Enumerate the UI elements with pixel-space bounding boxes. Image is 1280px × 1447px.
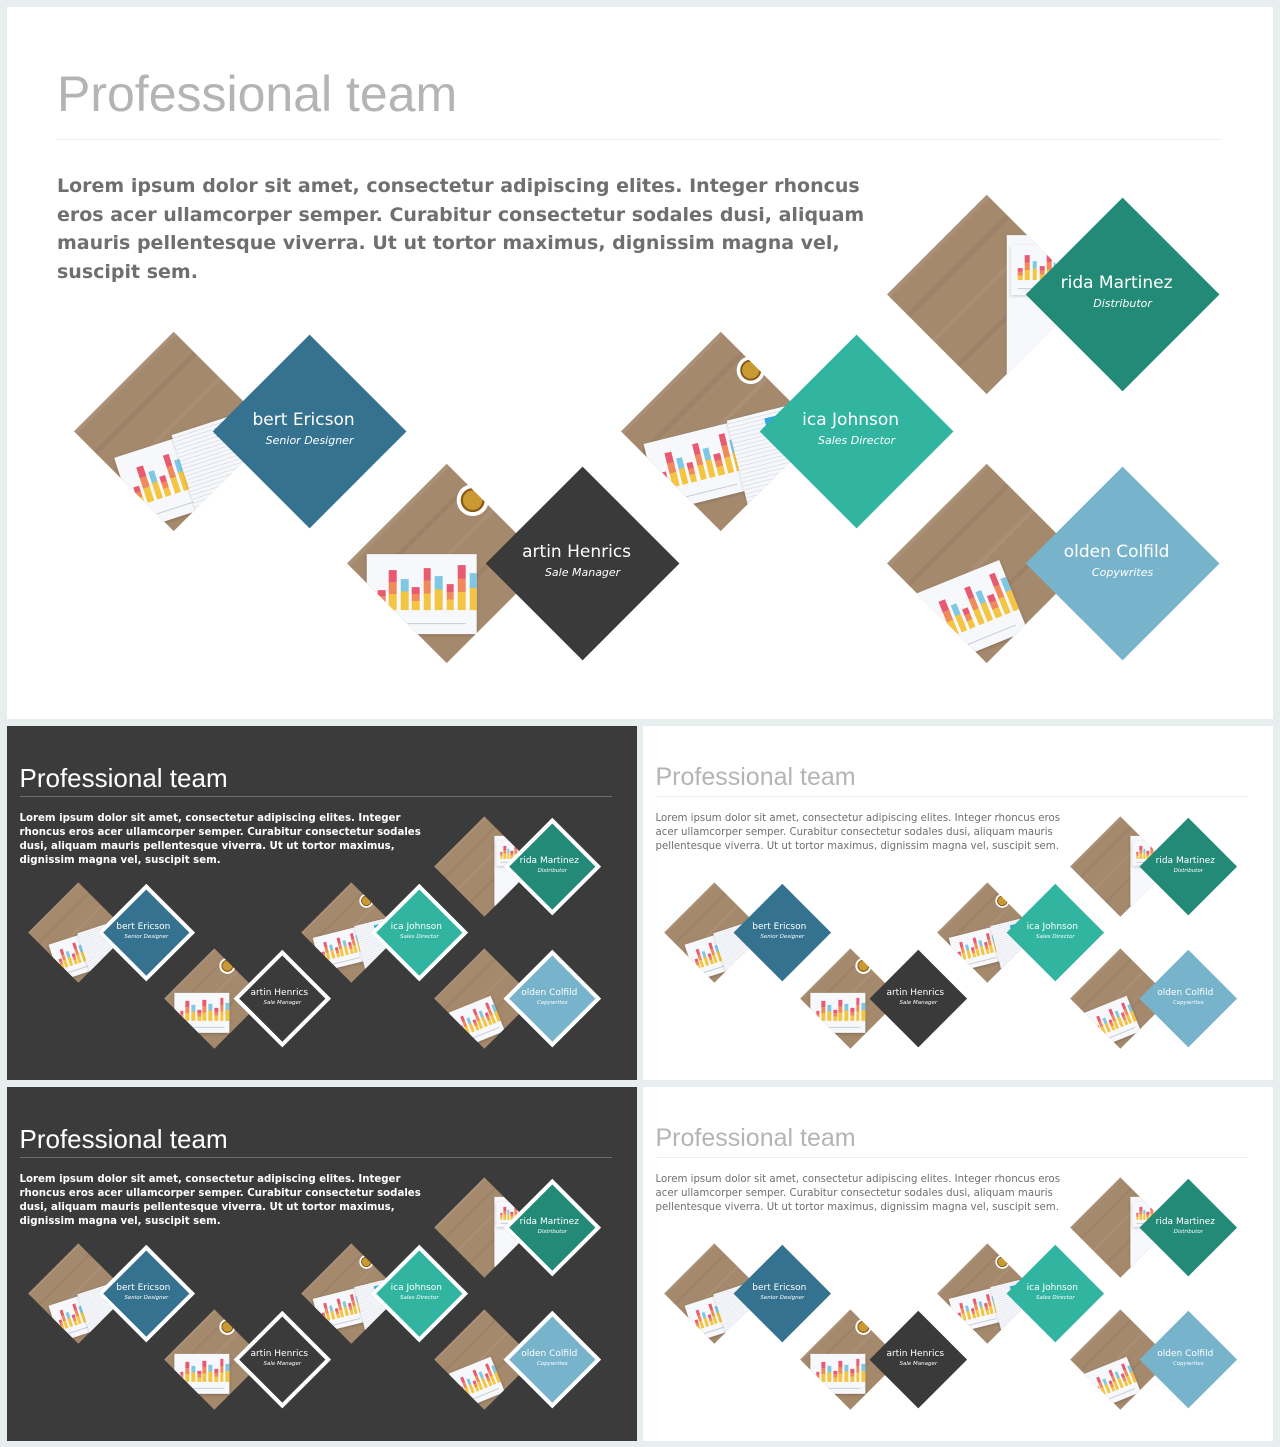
slide-description: Lorem ipsum dolor sit amet, consectetur adipiscing elites. Integer rhoncus eros acer ullamcorper semper. Curabitur consectetur sodales dusi, aliquam mauris pellentesque viverra. Ut ut tortor maximus, dignissim magna vel, suscipit sem. — [19, 1173, 421, 1227]
member-role: Sale Manager — [263, 999, 302, 1006]
member-name: artin Henrics — [886, 987, 945, 998]
report-paper-icon — [1085, 1357, 1141, 1409]
member-role: Sales Director — [400, 1294, 439, 1301]
member-role: Copywrites — [537, 999, 568, 1006]
member-name: olden Colfild — [521, 987, 578, 998]
member-card[interactable] — [486, 467, 680, 661]
title-divider — [656, 1157, 1249, 1158]
member-role: Distributor — [1173, 867, 1204, 874]
report-paper-icon — [1085, 996, 1141, 1048]
member-card[interactable] — [1026, 198, 1220, 392]
member-role: Sale Manager — [899, 999, 938, 1006]
title-divider — [57, 139, 1222, 140]
coffee-cup-icon — [219, 958, 235, 974]
coffee-cup-icon — [855, 1319, 871, 1335]
member-name: rida Martinez — [1155, 1216, 1216, 1227]
slide-description: Lorem ipsum dolor sit amet, consectetur adipiscing elites. Integer rhoncus eros acer ullamcorper semper. Curabitur consectetur sodales dusi, aliquam mauris pellentesque viverra. Ut ut tortor maximus, dignissim magna vel, suscipit sem. — [19, 812, 421, 866]
member-card[interactable] — [734, 1245, 831, 1342]
member-name: bert Ericson — [751, 921, 807, 932]
title-divider — [20, 1157, 613, 1158]
member-card[interactable] — [98, 1245, 195, 1342]
slide-title: Professional team — [57, 66, 458, 122]
member-name: rida Martinez — [519, 1216, 580, 1227]
member-card[interactable] — [734, 884, 831, 981]
member-role: Distributor — [537, 867, 568, 874]
member-card[interactable] — [504, 1179, 601, 1276]
member-role: Sale Manager — [545, 566, 621, 580]
slide-preview-3[interactable] — [643, 726, 1273, 1080]
member-name: artin Henrics — [886, 1348, 945, 1359]
member-name: artin Henrics — [250, 987, 309, 998]
member-role: Sales Director — [1036, 1294, 1075, 1301]
member-role: Distributor — [537, 1228, 568, 1235]
slide-preview-5[interactable] — [643, 1087, 1273, 1441]
member-role: Copywrites — [1173, 999, 1204, 1006]
member-role: Sales Director — [818, 434, 896, 448]
member-card[interactable] — [1140, 1179, 1237, 1276]
member-name: rida Martinez — [519, 855, 580, 866]
member-name: bert Ericson — [115, 921, 171, 932]
member-role: Senior Designer — [124, 933, 168, 940]
member-name: ica Johnson — [390, 921, 443, 932]
member-role: Sales Director — [400, 933, 439, 940]
report-paper-icon — [174, 993, 229, 1033]
member-name: bert Ericson — [252, 410, 356, 431]
slide-preview-2[interactable] — [7, 726, 637, 1080]
member-card[interactable] — [213, 335, 407, 529]
report-paper-icon — [810, 1354, 865, 1394]
coffee-cup-icon — [219, 1319, 235, 1335]
member-card[interactable] — [371, 1245, 468, 1342]
member-name: rida Martinez — [1155, 855, 1216, 866]
slide-description: Lorem ipsum dolor sit amet, consectetur adipiscing elites. Integer rhoncus eros acer ullamcorper semper. Curabitur consectetur sodales dusi, aliquam mauris pellentesque viverra. Ut ut tortor maximus, dignissim magna vel, suscipit sem. — [655, 1173, 1061, 1213]
coffee-cup-icon — [359, 894, 373, 908]
member-card[interactable] — [1007, 884, 1104, 981]
member-role: Copywrites — [1092, 566, 1154, 580]
member-card[interactable] — [870, 1311, 967, 1408]
member-role: Copywrites — [1173, 1360, 1204, 1367]
member-role: Senior Designer — [266, 434, 354, 448]
slide-preview-4[interactable] — [7, 1087, 637, 1441]
slide-description: Lorem ipsum dolor sit amet, consectetur adipiscing elites. Integer rhoncus eros acer ullamcorper semper. Curabitur consectetur sodales dusi, aliquam mauris pellentesque viverra. Ut ut tortor maximus, dignissim magna vel, suscipit sem. — [57, 175, 865, 283]
coffee-cup-icon — [995, 1255, 1009, 1269]
member-card[interactable] — [234, 950, 331, 1047]
member-card[interactable] — [1007, 1245, 1104, 1342]
member-card[interactable] — [1140, 1311, 1237, 1408]
member-card[interactable] — [1026, 467, 1220, 661]
member-name: ica Johnson — [1026, 1282, 1079, 1293]
slide-title: Professional team — [655, 1124, 856, 1152]
report-paper-icon — [916, 560, 1028, 664]
member-card[interactable] — [870, 950, 967, 1047]
coffee-cup-icon — [855, 958, 871, 974]
coffee-cup-icon — [359, 1255, 373, 1269]
member-role: Sale Manager — [263, 1360, 302, 1367]
member-role: Senior Designer — [760, 933, 804, 940]
coffee-cup-icon — [737, 356, 765, 384]
member-name: rida Martinez — [1061, 273, 1173, 294]
member-role: Copywrites — [537, 1360, 568, 1367]
member-name: ica Johnson — [802, 410, 900, 431]
member-name: olden Colfild — [1157, 1348, 1214, 1359]
report-paper-icon — [367, 554, 477, 634]
member-card[interactable] — [504, 818, 601, 915]
member-card[interactable] — [1140, 818, 1237, 915]
member-name: artin Henrics — [250, 1348, 309, 1359]
report-paper-icon — [174, 1354, 229, 1394]
member-role: Senior Designer — [760, 1294, 804, 1301]
member-card[interactable] — [1140, 950, 1237, 1047]
report-paper-icon — [449, 1357, 505, 1409]
member-role: Distributor — [1173, 1228, 1204, 1235]
member-name: olden Colfild — [521, 1348, 578, 1359]
report-paper-icon — [810, 993, 865, 1033]
title-divider — [20, 796, 613, 797]
member-name: olden Colfild — [1157, 987, 1214, 998]
coffee-cup-icon — [457, 484, 489, 516]
title-divider — [656, 796, 1249, 797]
member-role: Sale Manager — [899, 1360, 938, 1367]
member-card[interactable] — [371, 884, 468, 981]
member-name: olden Colfild — [1064, 542, 1170, 563]
member-name: bert Ericson — [751, 1282, 807, 1293]
slide-title: Professional team — [655, 763, 856, 791]
member-role: Sales Director — [1036, 933, 1075, 940]
member-card[interactable] — [760, 335, 954, 529]
member-name: bert Ericson — [115, 1282, 171, 1293]
slide-preview-1[interactable] — [7, 7, 1273, 719]
member-card[interactable] — [234, 1311, 331, 1408]
member-card[interactable] — [504, 1311, 601, 1408]
member-role: Distributor — [1093, 297, 1153, 311]
member-role: Senior Designer — [124, 1294, 168, 1301]
slide-description: Lorem ipsum dolor sit amet, consectetur adipiscing elites. Integer rhoncus eros acer ullamcorper semper. Curabitur consectetur sodales dusi, aliquam mauris pellentesque viverra. Ut ut tortor maximus, dignissim magna vel, suscipit sem. — [655, 812, 1061, 852]
report-paper-icon — [449, 996, 505, 1048]
member-name: artin Henrics — [522, 542, 632, 563]
member-card[interactable] — [504, 950, 601, 1047]
member-name: ica Johnson — [390, 1282, 443, 1293]
slide-title: Professional team — [19, 1124, 228, 1154]
slide-title: Professional team — [19, 763, 228, 793]
member-card[interactable] — [98, 884, 195, 981]
coffee-cup-icon — [995, 894, 1009, 908]
member-name: ica Johnson — [1026, 921, 1079, 932]
